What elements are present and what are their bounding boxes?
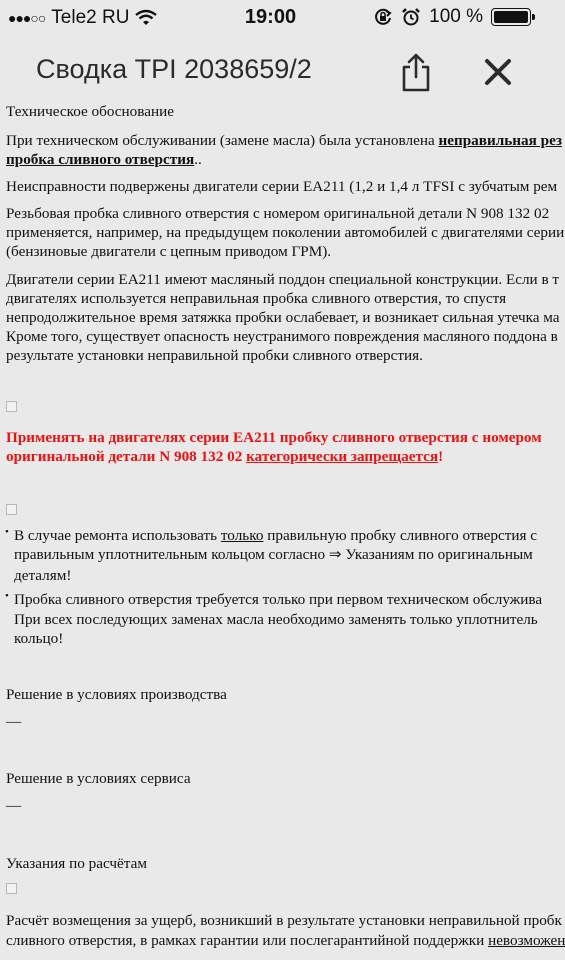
navigation-bar — [0, 36, 541, 106]
bullet-line: деталям! — [14, 567, 72, 584]
alarm-clock-icon — [401, 7, 421, 27]
paragraph-line: Резьбовая пробка сливного отверстия с номером оригинальной детали N 908 132 02 — [6, 205, 550, 222]
paragraph-line: При техническом обслуживании (замене масла) была установлена неправильная рез — [6, 132, 562, 149]
image-placeholder-icon — [6, 401, 17, 412]
warning-emphasis: категорически запрещается — [246, 448, 439, 465]
bullet-icon: • — [5, 526, 9, 538]
section-value: — — [6, 713, 22, 730]
bullet-line: правильным уплотнительным кольцом согласно ⇒ Указаниям по оригинальным — [14, 546, 533, 563]
section-value: — — [6, 797, 22, 814]
status-time: 19:00 — [244, 6, 297, 28]
battery-percent: 100 % — [429, 6, 483, 27]
warning-line: Применять на двигателях серии EA211 пробку сливного отверстия с номером — [6, 429, 542, 446]
paragraph-line: применяется, например, на предыдущем поколении автомобилей с двигателями серии — [6, 224, 565, 241]
bold-underlined-text: пробка сливного отверстия — [6, 151, 195, 168]
share-button[interactable] — [398, 52, 434, 92]
status-bar — [0, 0, 541, 36]
image-placeholder-icon — [6, 504, 17, 515]
underlined-text: только — [220, 527, 264, 544]
underlined-text: невозможен — [488, 932, 565, 949]
document-content — [0, 103, 565, 960]
paragraph-line: Двигатели серии EA211 имеют масляный поддон специальной конструкции. Если в т — [6, 271, 560, 288]
paragraph-line: (бензиновые двигатели с цепным приводом ГРМ). — [6, 243, 332, 260]
bold-underlined-text: неправильная рез — [438, 132, 562, 149]
bullet-line: кольцо! — [14, 630, 64, 647]
bullet-line: Пробка сливного отверстия требуется только при первом техническом обслужива — [14, 591, 543, 608]
paragraph-line: непродолжительное время затяжка пробки ослабевает, и возникает сильная утечка ма — [6, 309, 560, 326]
warning-line: оригинальной детали N 908 132 02 категорически запрещается! — [6, 448, 444, 465]
carrier-label: Tele2 RU — [51, 7, 130, 28]
paragraph-line: Неисправности подвержены двигатели серии EA211 (1,2 и 1,4 л TFSI с зубчатым рем — [6, 178, 558, 195]
signal-strength-icon: ●●●○○ — [8, 10, 46, 26]
paragraph-line: Кроме того, существует опасность неустранимого повреждения масляного поддона в — [6, 328, 558, 345]
image-placeholder-icon — [6, 883, 17, 894]
close-button[interactable] — [482, 56, 514, 88]
status-right — [373, 6, 531, 28]
paragraph-line: пробка сливного отверстия.. — [6, 151, 202, 168]
section-title: Указания по расчётам — [6, 855, 147, 872]
paragraph-line: Расчёт возмещения за ущерб, возникший в результате установки неправильной пробк — [6, 912, 562, 929]
paragraph-line: двигателях используется неправильная пробка сливного отверстия, то спустя — [6, 290, 507, 307]
paragraph-line: сливного отверстия, в рамках гарантии или послегарантийной поддержки невозможен — [6, 932, 565, 949]
section-title: Решение в условиях производства — [6, 686, 227, 703]
bullet-icon: • — [5, 590, 9, 602]
page-title: Сводка TPI 2038659/2 — [36, 54, 312, 84]
battery-icon — [491, 8, 531, 26]
bullet-line: В случае ремонта использовать только правильную пробку сливного отверстия с — [14, 527, 538, 544]
section-title: Решение в условиях сервиса — [6, 770, 191, 787]
section-heading-partial: Техническое обоснование — [6, 103, 174, 120]
bullet-line: При всех последующих заменах масла необходимо заменять только уплотнитель — [14, 611, 538, 628]
paragraph-line: результате установки неправильной пробки сливного отверстия. — [6, 347, 423, 364]
rotation-lock-icon — [373, 7, 393, 27]
